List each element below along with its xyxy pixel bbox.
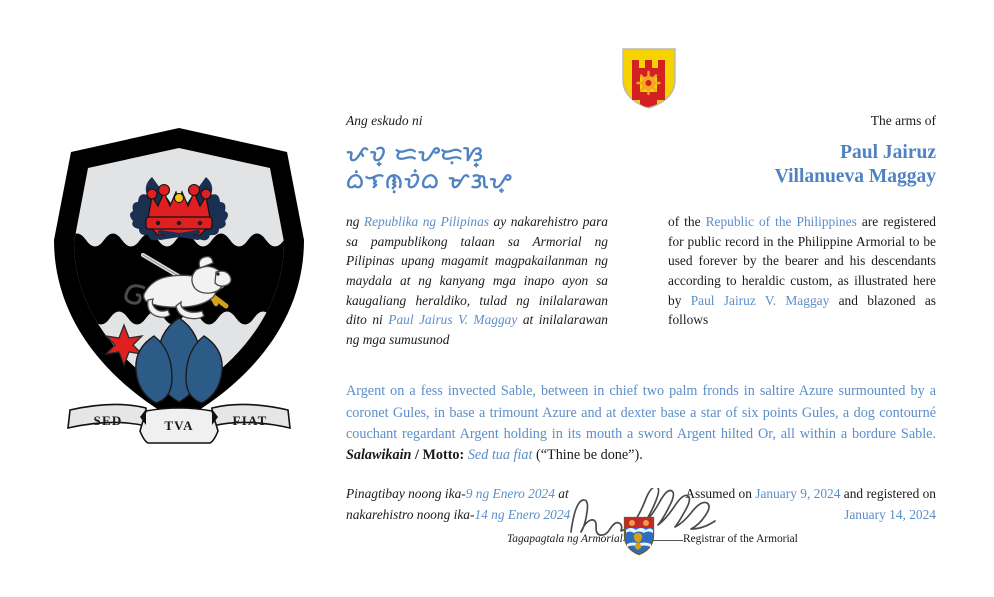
english-column-head (668, 112, 936, 189)
tagalog-body-mid: ay nakarehistro para sa pampublikong talaan sa Armorial ng Pilipinas upang magamit magpakailanman ng maydala at ng kanyang mga inapo ayon sa kaugaliang heraldiko, tulad ng inilalarawan dito ni (346, 213, 608, 328)
tagalog-column-head (346, 112, 608, 203)
registrar-seal-shield-icon (623, 516, 655, 556)
coat-of-arms (48, 122, 310, 452)
english-assumed-date: January 9, 2024 (755, 486, 841, 502)
certificate-text (346, 112, 936, 525)
blazon-text: Argent on a fess invected Sable, between in chief two palm fronds in saltire Azure surmounted by a coronet Gules, in base a trimount Azure and at dexter base a star of six points Gules, a dog contourné couchant regardant Argent holding in its mouth a sword Argent hilted Or, all within a bordure Sable. (346, 383, 936, 442)
armorial-achievement-illustration (48, 122, 310, 452)
tagalog-assumed-date: 9 ng Enero 2024 (465, 486, 555, 502)
dog-eye (216, 272, 219, 275)
signature-block (495, 492, 835, 564)
tagalog-country-link[interactable]: Republika ng Pilipinas (363, 213, 490, 229)
tagalog-body-column (346, 203, 608, 363)
motto-word-right: FIAT (232, 413, 268, 428)
bearer-name-line-2: Villanueva Maggay (774, 166, 936, 187)
english-body-column (668, 203, 936, 344)
baybayin-line-2: ᜊᜒᜎᜈᜓᜏᜒᜊ ᜋᜄᜌ᜔ (346, 169, 512, 194)
tagalog-body (346, 212, 608, 350)
tagalog-body-suffix: at inilalarawan ng mga sumusunod (346, 312, 608, 348)
bearer-name-line-1: Paul Jairuz (840, 142, 936, 164)
english-body-mid: are registered for public record in the Philippine Armorial to be used forever by the bearer and his descendants according to heraldic custom, as illustrated here by (668, 213, 936, 308)
body-row (346, 203, 936, 363)
signature-label-tagalog: Tagapagtala ng Armorial (507, 533, 623, 545)
motto-word-left: SED (93, 413, 123, 428)
english-country-link[interactable]: Republic of the Philippines (705, 213, 857, 229)
motto-label-english: Motto: (422, 447, 465, 464)
baybayin-name (346, 141, 608, 195)
signature-rule-right (651, 540, 683, 541)
english-body-suffix: and blazoned as follows (668, 292, 936, 328)
english-lead: The arms of (870, 113, 936, 128)
tagalog-date-mid: at nakarehistro noong ika- (346, 486, 569, 522)
heraldry-shield-icon (620, 46, 678, 110)
philippine-heraldry-emblem (620, 46, 678, 110)
english-bearer-link[interactable]: Paul Jairuz V. Maggay (690, 292, 830, 308)
tagalog-date-prefix: Pinagtibay noong ika- (346, 486, 466, 502)
english-registered-date: January 14, 2024 (844, 506, 936, 522)
english-date-prefix: Assumed on (685, 486, 756, 502)
bearer-name (668, 141, 936, 189)
english-date-mid: and registered on (840, 486, 936, 502)
signature-label-english: Registrar of the Armorial (683, 533, 798, 545)
motto-scroll (68, 404, 290, 443)
tagalog-registered-date: 14 ng Enero 2024 (474, 506, 571, 522)
baybayin-line-1: ᜉᜏ᜔ ᜇᜌᜇᜓᜐ᜔ (346, 142, 484, 167)
english-body-prefix: of the (668, 213, 706, 229)
tagalog-body-prefix: ng (346, 213, 364, 229)
tagalog-bearer-link[interactable]: Paul Jairus V. Maggay (388, 312, 518, 328)
tagalog-lead: Ang eskudo ni (346, 113, 423, 128)
motto-label-separator: / (411, 447, 423, 464)
motto-word-center: TVA (164, 418, 194, 433)
lead-row (346, 112, 936, 203)
motto-translation: (“Thine be done”). (532, 447, 643, 464)
english-body (668, 212, 936, 330)
motto-label-tagalog: Salawikain (346, 447, 412, 464)
blazon-paragraph (346, 381, 936, 466)
motto-latin-text: Sed tua fiat (464, 447, 533, 464)
